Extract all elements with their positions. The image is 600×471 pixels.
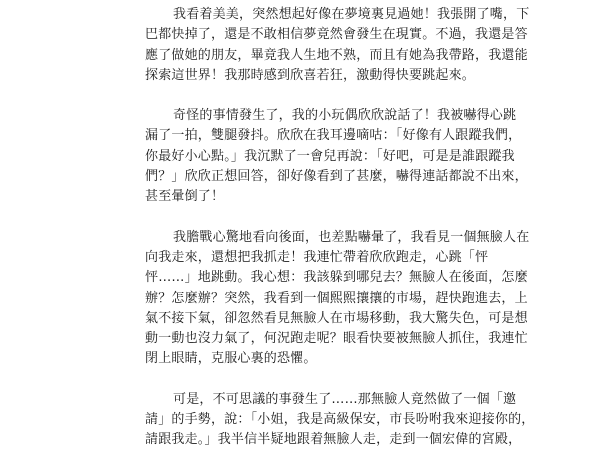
text-line: 閉上眼睛，克服心裏的恐懼。 <box>145 351 317 367</box>
text-line: 可是，不可思議的事發生了……那無臉人竟然做了一個「邀 <box>173 391 517 407</box>
text-line: 應了做她的朋友，畢竟我人生地不熟，而且有她為我帶路，我還能 <box>145 47 528 63</box>
text-line: 請」的手勢，說：「小姐，我是高級保安，市長吩咐我來迎接你的， <box>145 412 535 428</box>
paragraph-4 <box>145 390 535 451</box>
paragraph-1 <box>145 5 530 86</box>
paragraph-3 <box>145 228 530 370</box>
text-line: 動一動也沒力氣了，何況跑走呢？眼看快要被無臉人抓住，我連忙 <box>145 331 528 347</box>
text-line: 奇怪的事情發生了，我的小玩偶欣欣說話了！我被嚇得心跳 <box>173 108 517 124</box>
story-text <box>145 0 535 471</box>
text-line: 探索這世界！我那時感到欣喜若狂，激動得快要跳起來。 <box>145 67 476 83</box>
text-line: 我看着美美，突然想起好像在夢境裏見過她！我張開了嘴，下 <box>173 7 530 22</box>
text-line: 們？」欣欣正想回答，卻好像看到了甚麼，嚇得連話都說不出來， <box>145 169 528 185</box>
text-line: 向我走來，還想把我抓走！我連忙帶着欣欣跑走，心跳「怦 <box>145 249 489 265</box>
text-line: 你最好小心點。」我沉默了一會兒再說：「好吧，可是是誰跟蹤我 <box>145 148 515 164</box>
text-line: 甚至暈倒了！ <box>145 189 225 205</box>
text-line: 請跟我走。」我半信半疑地跟着無臉人走，走到一個宏偉的宮殿， <box>145 432 522 448</box>
text-line: 氣不接下氣，卻忽然看見無臉人在市場移動，我大驚失色，可是想 <box>145 310 528 326</box>
text-line: 辦？怎麼辦？突然，我看到一個熙熙攘攘的市場，趕快跑進去，上 <box>145 290 528 306</box>
text-line: 怦……」地跳動。我心想：我該躲到哪兒去？無臉人在後面，怎麼 <box>145 270 528 286</box>
text-line: 漏了一拍，雙腿發抖。欣欣在我耳邊嘀咕：「好像有人跟蹤我們， <box>145 128 522 144</box>
paragraph-2 <box>145 106 528 207</box>
text-line: 我膽戰心驚地看向後面，也差點嚇暈了，我看見一個無臉人在 <box>173 229 530 245</box>
text-line: 巴都快掉了，還是不敢相信夢竟然會發生在現實。不過，我還是答 <box>145 27 528 43</box>
